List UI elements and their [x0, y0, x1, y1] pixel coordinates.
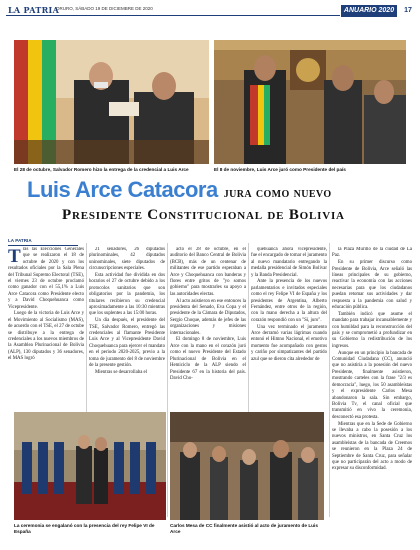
col1-para-1: ras las Elecciones Generales que se realizaron el 18 de octubre de 2020 y con los resultados oficiales por la Sala Plena del Tribunal Supremo Electoral (TSE), el viernes 23 de octubre proclamó como ganador con el 55,1% a Luis Arce Catacora como Presidente electo y a David Choquehuanca como Vicepresidente. — [8, 247, 84, 310]
page-header — [6, 5, 414, 27]
article-column-4 — [251, 247, 327, 408]
headline-name: Luis Arce Catacora — [27, 177, 218, 202]
col3-para-3: El domingo 8 de noviembre, Luis Arce con la mano en el corazón juró como el nuevo Presidente del Estado Plurinacional de Bolivia en el Hemiciclo de la ALP siendo el Presidente 67 en la historia del país. David Cho- — [170, 337, 246, 381]
photo-oath-ceremony — [214, 40, 406, 164]
caption-top-right: El 8 de noviembre, Luis Arce juró como Presidente del país — [214, 167, 346, 172]
article-column-2 — [89, 247, 165, 408]
photo-assembly-hall — [170, 412, 324, 520]
column-rule — [167, 243, 168, 517]
col2-para-4: Mientras se desarrollaba el — [95, 369, 148, 375]
col2-para-3: Un día después, el presidente del TSE, Salvador Romero, entregó las credenciales al flamante Presidente Luis Arce y al Vicepresidente David Choquehuanca para ejercer el mandato en el periodo 2020-2025, previo a la toma de juramento del 8 de noviembre de la presente gestión. — [89, 318, 165, 369]
col2-para-2: Esta actividad fue dividida en dos horarios el 27 de octubre debido a los protocolos sanitarios que son obligatorios por la pandemia, los titulares recibieron su credencial aproximadamente a las 10:30 mientras que los suplentes a las 15:00 horas. — [89, 273, 165, 317]
header-rule — [6, 15, 340, 16]
col2-para-1: 21 senadores, 26 diputados plurinominales, 42 diputados uninominales, siete diputados de circunscripciones especiales. — [89, 247, 165, 272]
col1-para-2: Luego de la victoria de Luis Arce y el Movimiento al Socialismo (MAS), de acuerdo con el TSE, el 27 de octube se distribuye a la entrega de credenciales a los nuevos miembros de la Asamblea Plurinacional de Bolivia (ALP), 130 diputados y 36 senadores, el MAS logró — [8, 311, 84, 362]
article-column-3 — [170, 247, 246, 408]
section-tag: ANUARIO 2020 — [341, 5, 397, 17]
headline-line2: Presidente Constitucional de Bolivia — [62, 207, 345, 223]
col3-para-1: acto el 28 de octubre, en el auditorio del Banco Central de Bolivia (BCB), más de un centenar de militantes de ese partido esperaban a Arce y Choquehuanca con banderas y flores entre gritos de "yo somos gobierno" para mostrarles su apoyo a las autoridades electas. — [170, 247, 246, 297]
col5-para-5: Mientras que en la Sede de Gobierno se llevaba a cabo la posesión a los nuevos ministros, en Santa Cruz los asambleístas de la bancada de Creemos se reunieron en la Plaza 24 de Septiembre de Santa Cruz, para señalar que no participarán del acto a modo de expresar su disconformidad. — [332, 421, 412, 472]
newspaper-masthead: LA PATRIA — [8, 5, 60, 15]
column-rule — [329, 243, 330, 517]
article-column-1 — [8, 247, 84, 408]
headline-rest: jura como nuevo — [223, 186, 332, 201]
col4-para-1: quehuanca ahora vicepresidente, fue el encargado de tomar el juramento al nuevo mandatario entregando la medalla presidencial de Simón Bolívar y la Banda Presidencial. — [251, 247, 327, 278]
col3-para-2: Al acto asistieron en ese entonces la presidenta del Senado, Eva Copa y el presidente de la Cámara de Diputados, Sergio Choque, además de jefes de las organizaciones y misiones internacionales. — [170, 298, 246, 336]
col4-para-3: Una vez terminado el juramento Arce derramó varias lágrimas cuando entonó el Himno Nacional, el emotivo momento fue acompañado con gestos y cariño por simpatizantes del partido azul que se dieron cita alrededor de — [251, 324, 327, 362]
col5-para-1: la Plaza Murillo de la ciudad de La Paz. — [332, 247, 412, 259]
page-number: 17 — [404, 7, 412, 14]
article-headline — [6, 177, 414, 237]
col4-para-2: Ante la presencia de los nuevos parlamentarios e invitados especiales como el rey Felipe VI de España y los presidentes de Argentina, Alberto Fernández, entre otros de la región, con la mano derecha a la altura del corazón respondió con un "Sí, juro". — [251, 279, 327, 323]
col5-para-2: En su primer discurso como Presidente de Bolivia, Arce señaló las líneas principales de su gobierno, reactivar la economía con las acciones necesarias para que los ciudadanos puedan retomar sus actividades y dar respuesta a la pandemia con salud y educación pública. — [332, 260, 412, 311]
photo-credential-handover — [14, 40, 209, 164]
caption-bottom-right: Carlos Mesa de CC finalmente asistió al acto de juramento de Luis Arce — [170, 523, 318, 534]
byline-rule — [8, 245, 78, 246]
dropcap: T — [8, 247, 21, 267]
caption-top-left: El 28 de octubre, Salvador Romero hizo la entrega de la credencial a Luis Arce — [14, 167, 189, 172]
dateline: ORURO, SÁBADO 19 DE DICIEMBRE DE 2020 — [56, 6, 153, 11]
col5-para-3: También indicó que asume el mandato para trabajar incansablemente y con humildad para la reconstrucción del país y se comprometió a profundizar en su Gobierno la redistribución de los ingresos. — [332, 311, 412, 349]
article-column-5 — [332, 247, 412, 542]
photo-honor-guard — [14, 412, 166, 520]
col5-para-4: Aunque en un principio la bancada de Comunidad Ciudadana (CC), anunció que no asistiría a la posesión del nuevo Presidente, finalmente asistieron, mostrando carteles con la frase "2/3 es democracia", luego, los 50 asambleístas y el expresidente Carlos Mesa abandonaron la sala. Sin embargo, Bolivia Tv, el canal oficial que transmitió en vivo la ceremonia, desconectó esa protesta. — [332, 350, 412, 420]
caption-bottom-left: La ceremonia se engalanó con la presencia del rey Felipe VI de España — [14, 523, 155, 534]
byline: LA PATRIA — [8, 238, 32, 243]
